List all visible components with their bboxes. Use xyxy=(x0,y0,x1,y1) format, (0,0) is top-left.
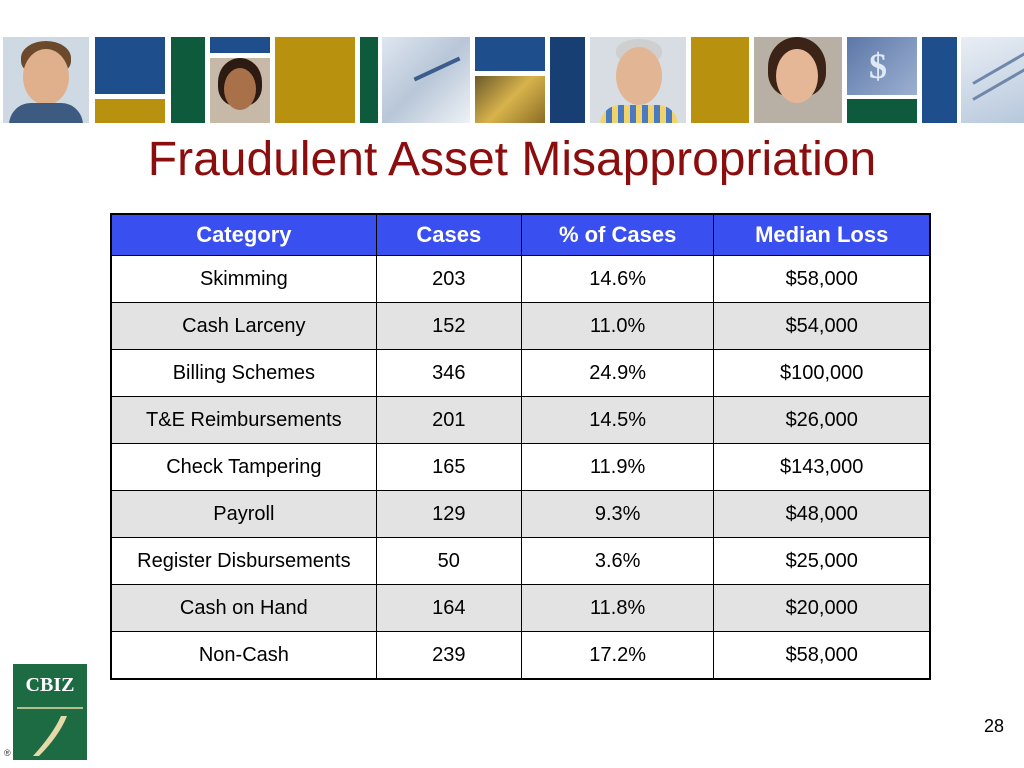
color-block xyxy=(210,37,270,53)
column-header-category: Category xyxy=(111,214,376,256)
cell-median-loss: $143,000 xyxy=(714,444,930,491)
cell-category: Cash on Hand xyxy=(111,585,376,632)
cell-median-loss: $48,000 xyxy=(714,491,930,538)
cell-median-loss: $25,000 xyxy=(714,538,930,585)
cell-category: Payroll xyxy=(111,491,376,538)
column-header-pct: % of Cases xyxy=(521,214,714,256)
photo-coins xyxy=(475,76,545,123)
table-row xyxy=(111,538,930,585)
cell-pct: 9.3% xyxy=(521,491,714,538)
table-row xyxy=(111,303,930,350)
photo-documents xyxy=(382,37,470,123)
table-row xyxy=(111,585,930,632)
cell-pct: 14.6% xyxy=(521,256,714,303)
table-row xyxy=(111,350,930,397)
table-row xyxy=(111,256,930,303)
cell-median-loss: $100,000 xyxy=(714,350,930,397)
color-block xyxy=(847,99,917,123)
photo-tax-form xyxy=(961,37,1024,123)
photo-man xyxy=(3,37,89,123)
color-block xyxy=(475,37,545,71)
cell-cases: 50 xyxy=(376,538,521,585)
slide-title: Fraudulent Asset Misappropriation xyxy=(147,133,877,186)
color-block xyxy=(171,37,205,123)
color-block xyxy=(922,37,957,123)
photo-older-man xyxy=(590,37,686,123)
cell-category: Non-Cash xyxy=(111,632,376,680)
logo-swoosh-icon xyxy=(13,664,87,760)
asset-misappropriation-table xyxy=(110,213,931,680)
cell-category: Billing Schemes xyxy=(111,350,376,397)
cell-pct: 24.9% xyxy=(521,350,714,397)
color-block xyxy=(95,37,165,94)
page-number: 28 xyxy=(983,716,1004,736)
cell-pct: 3.6% xyxy=(521,538,714,585)
cell-pct: 11.0% xyxy=(521,303,714,350)
cell-category: T&E Reimbursements xyxy=(111,397,376,444)
cell-pct: 11.9% xyxy=(521,444,714,491)
cell-cases: 152 xyxy=(376,303,521,350)
color-block xyxy=(360,37,378,123)
cell-category: Cash Larceny xyxy=(111,303,376,350)
cell-cases: 201 xyxy=(376,397,521,444)
cell-median-loss: $54,000 xyxy=(714,303,930,350)
cell-median-loss: $58,000 xyxy=(714,632,930,680)
cell-pct: 11.8% xyxy=(521,585,714,632)
cell-pct: 14.5% xyxy=(521,397,714,444)
header-banner xyxy=(0,37,1024,123)
cell-category: Register Disbursements xyxy=(111,538,376,585)
logo-text: CBIZ xyxy=(25,674,75,696)
photo-woman-2 xyxy=(754,37,842,123)
cell-median-loss: $58,000 xyxy=(714,256,930,303)
cell-pct: 17.2% xyxy=(521,632,714,680)
cell-median-loss: $26,000 xyxy=(714,397,930,444)
cell-cases: 129 xyxy=(376,491,521,538)
cell-category: Check Tampering xyxy=(111,444,376,491)
column-header-cases: Cases xyxy=(376,214,521,256)
photo-woman xyxy=(210,58,270,123)
table-header-row xyxy=(111,214,930,256)
color-block xyxy=(275,37,355,123)
color-block xyxy=(691,37,749,123)
table-row xyxy=(111,491,930,538)
cell-cases: 239 xyxy=(376,632,521,680)
cell-category: Skimming xyxy=(111,256,376,303)
cell-median-loss: $20,000 xyxy=(714,585,930,632)
cell-cases: 203 xyxy=(376,256,521,303)
column-header-median-loss: Median Loss xyxy=(714,214,930,256)
table-row xyxy=(111,397,930,444)
cell-cases: 346 xyxy=(376,350,521,397)
cell-cases: 165 xyxy=(376,444,521,491)
cell-cases: 164 xyxy=(376,585,521,632)
color-block xyxy=(550,37,585,123)
photo-dollar: $ xyxy=(847,37,917,95)
registered-mark: ® xyxy=(4,748,11,758)
table-row xyxy=(111,632,930,680)
color-block xyxy=(95,99,165,123)
table-row xyxy=(111,444,930,491)
cbiz-logo xyxy=(13,664,87,760)
